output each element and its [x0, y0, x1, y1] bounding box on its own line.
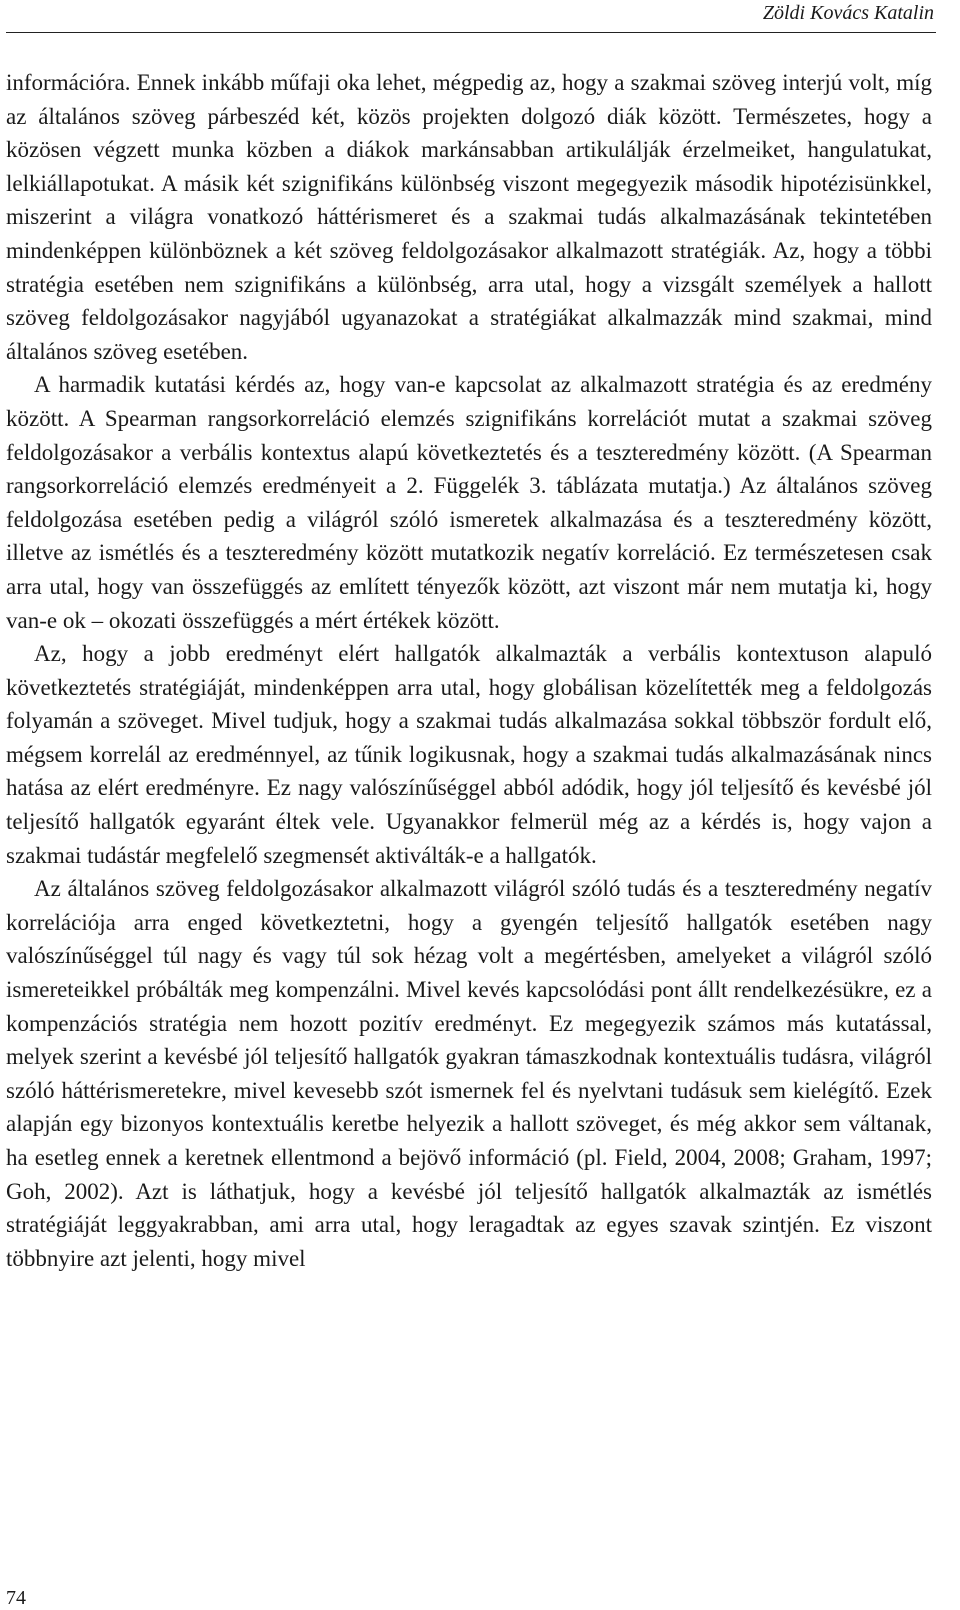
running-head: Zöldi Kovács Katalin — [762, 2, 934, 24]
body-text — [6, 66, 932, 1275]
paragraph-4: Az általános szöveg feldolgozásakor alkalmazott világról szóló tudás és a teszteredmény negatív korrelációja arra enged következtetni, hogy a gyengén teljesítő hallgatók esetében nagy valószínűséggel túl nagy és vagy túl sok hézag volt a megértésben, amelyeket a világról szóló ismereteikkel próbálták meg kompenzálni. Mivel kevés kapcsolódási pont állt rendelkezésükre, ez a kompenzációs stratégia nem hozott pozitív eredményt. Ez megegyezik számos más kutatással, melyek szerint a kevésbé jól teljesítő hallgatók gyakran támaszkodnak kontextuális tudásra, világról szóló háttérismeretekre, mivel kevesebb szót ismernek fel és nyelvtani tudásuk sem kielégítő. Ezek alapján egy bizonyos kontextuális keretbe helyezik a hallott szöveget, és még akkor sem váltanak, ha esetleg ennek a keretnek ellentmond a bejövő információ (pl. Field, 2004, 2008; Graham, 1997; Goh, 2002). Azt is láthatjuk, hogy a kevésbé jól teljesítő hallgatók alkalmazták az ismétlés stratégiáját leggyakrabban, ami arra utal, hogy leragadtak az egyes szavak szintjén. Ez viszont többnyire azt jelenti, hogy mivel — [6, 876, 932, 1271]
paragraph-2: A harmadik kutatási kérdés az, hogy van-e kapcsolat az alkalmazott stratégia és az eredmény között. A Spearman rangsorkorreláció elemzés szignifikáns korrelációt mutat a szakmai szöveg feldolgozásakor a verbális kontextus alapú következtetés és a teszteredmény között. (A Spearman rangsorkorreláció elemzés eredményeit a 2. Függelék 3. táblázata mutatja.) Az általános szöveg feldolgozása esetében pedig a világról szóló ismeretek alkalmazása és a teszteredmény között, illetve az ismétlés és a teszteredmény között mutatkozik negatív korreláció. Ez természetesen csak arra utal, hogy van összefüggés az említett tényezők között, azt viszont már nem mutatja ki, hogy van-e ok – okozati összefüggés a mért értékek között. — [6, 372, 932, 633]
paragraph-1: információra. Ennek inkább műfaji oka lehet, mégpedig az, hogy a szakmai szöveg interjú volt, míg az általános szöveg párbeszéd két, közös projekten dolgozó diák között. Természetes, hogy a közösen végzett munka közben a diákok markánsabban artikulálják érzelmeiket, hangulatukat, lelkiállapotukat. A másik két szignifikáns különbség viszont megegyezik második hipotézisünkkel, miszerint a világra vonatkozó háttérismeret és a szakmai tudás alkalmazásának tekintetében mindenképpen különböznek a két szöveg feldolgozásakor alkalmazott stratégiák. Az, hogy a többi stratégia esetében nem szignifikáns a különbség, arra utal, hogy a vizsgált személyek a hallott szöveg feldolgozásakor nagyjából ugyanazokat a stratégiákat alkalmazzák mind szakmai, mind általános szöveg esetében. — [6, 70, 932, 364]
page-number: 74 — [6, 1587, 26, 1609]
paragraph-3: Az, hogy a jobb eredményt elért hallgatók alkalmazták a verbális kontextuson alapuló következtetés stratégiáját, mindenképpen arra utal, hogy globálisan közelítették meg a feldolgozás folyamán a szöveget. Mivel tudjuk, hogy a szakmai tudás alkalmazása sokkal többször fordult elő, mégsem korrelál az eredménnyel, az tűnik logikusnak, hogy a szakmai tudás alkalmazásának nincs hatása az elért eredményre. Ez nagy valószínűséggel abból adódik, hogy jól teljesítő és kevésbé jól teljesítő hallgatók egyaránt éltek vele. Ugyanakkor felmerül még az a kérdés is, hogy vajon a szakmai tudástár megfelelő szegmensét aktiválták-e a hallgatók. — [6, 641, 932, 868]
header-rule — [6, 32, 936, 33]
